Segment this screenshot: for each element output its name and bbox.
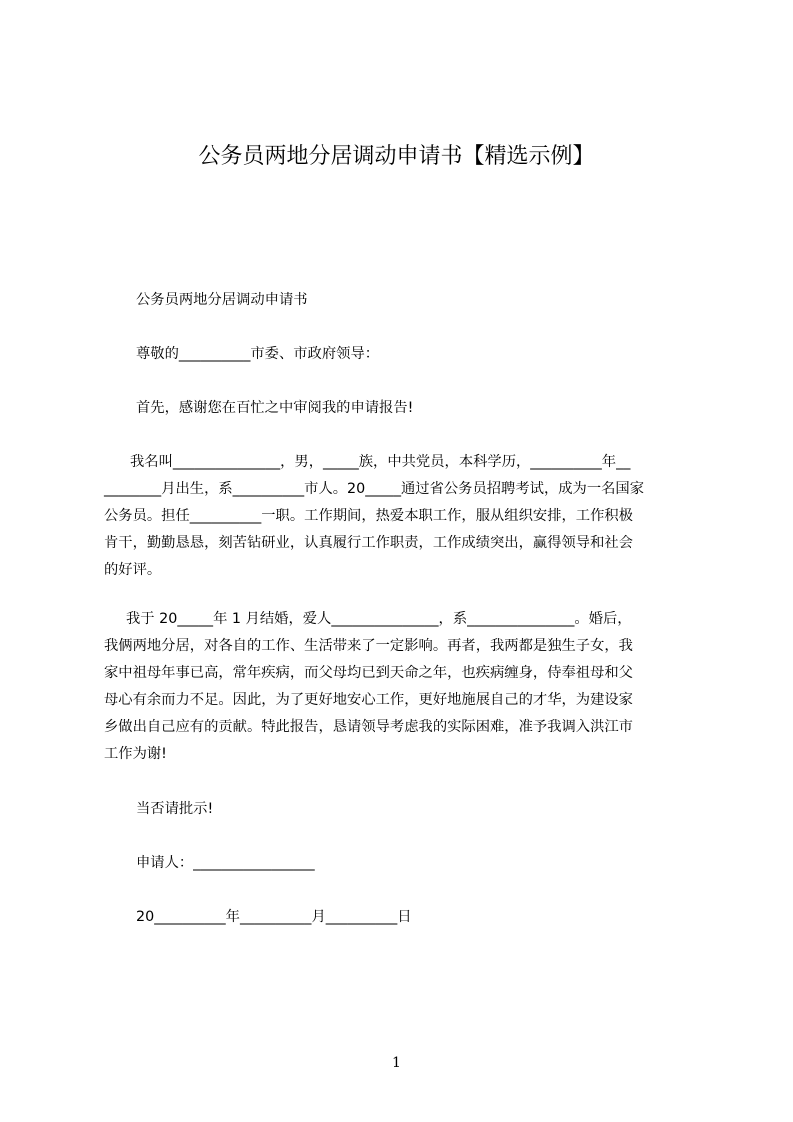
paragraph-self-introduction [104, 449, 644, 584]
paragraph-line: 的好评。 [104, 562, 162, 578]
paragraph-line: 乡做出自己应有的贡献。特此报告，恳请领导考虑我的实际困难，准予我调入洪江市 [104, 719, 633, 735]
paragraph-line: 我于 20_____年 1 月结婚，爱人_______________，系_______________。婚后， [126, 611, 632, 627]
paragraph-line: 母心有余而力不足。因此，为了更好地安心工作，更好地施展自己的才华，为建设家 [104, 692, 633, 708]
document-title: 公务员两地分居调动申请书【精选示例】 [198, 144, 595, 169]
subheading: 公务员两地分居调动申请书 [136, 292, 308, 308]
closing-line: 当否请批示! [136, 801, 214, 817]
page-number: 1 [392, 1055, 401, 1071]
paragraph-line: 公务员。担任__________一职。工作期间，热爱本职工作，服从组织安排，工作积极 [104, 508, 633, 524]
date-line: 20__________年__________月__________日 [136, 909, 412, 925]
paragraph-line: 家中祖母年事已高，常年疾病，而父母均已到天命之年，也疾病缠身，侍奉祖母和父 [104, 665, 633, 681]
paragraph-line: 我名叫_______________，男，_____族，中共党员，本科学历，__________年__ [130, 454, 631, 470]
paragraph-line: 我俩两地分居，对各自的工作、生活带来了一定影响。再者，我两都是独生子女，我 [104, 638, 633, 654]
opening-line: 首先，感谢您在百忙之中审阅我的申请报告! [136, 400, 414, 416]
applicant-signature-line: 申请人：_________________ [136, 855, 315, 871]
paragraph-line: 工作为谢! [104, 746, 167, 762]
paragraph-line: 肯干，勤勤恳恳，刻苦钻研业，认真履行工作职责，工作成绩突出，赢得领导和社会 [104, 535, 633, 551]
paragraph-family-situation [104, 606, 633, 768]
salutation: 尊敬的__________市委、市政府领导： [136, 346, 380, 362]
paragraph-line: ________月出生，系__________市人。20_____通过省公务员招聘考试，成为一名国家 [104, 481, 645, 497]
